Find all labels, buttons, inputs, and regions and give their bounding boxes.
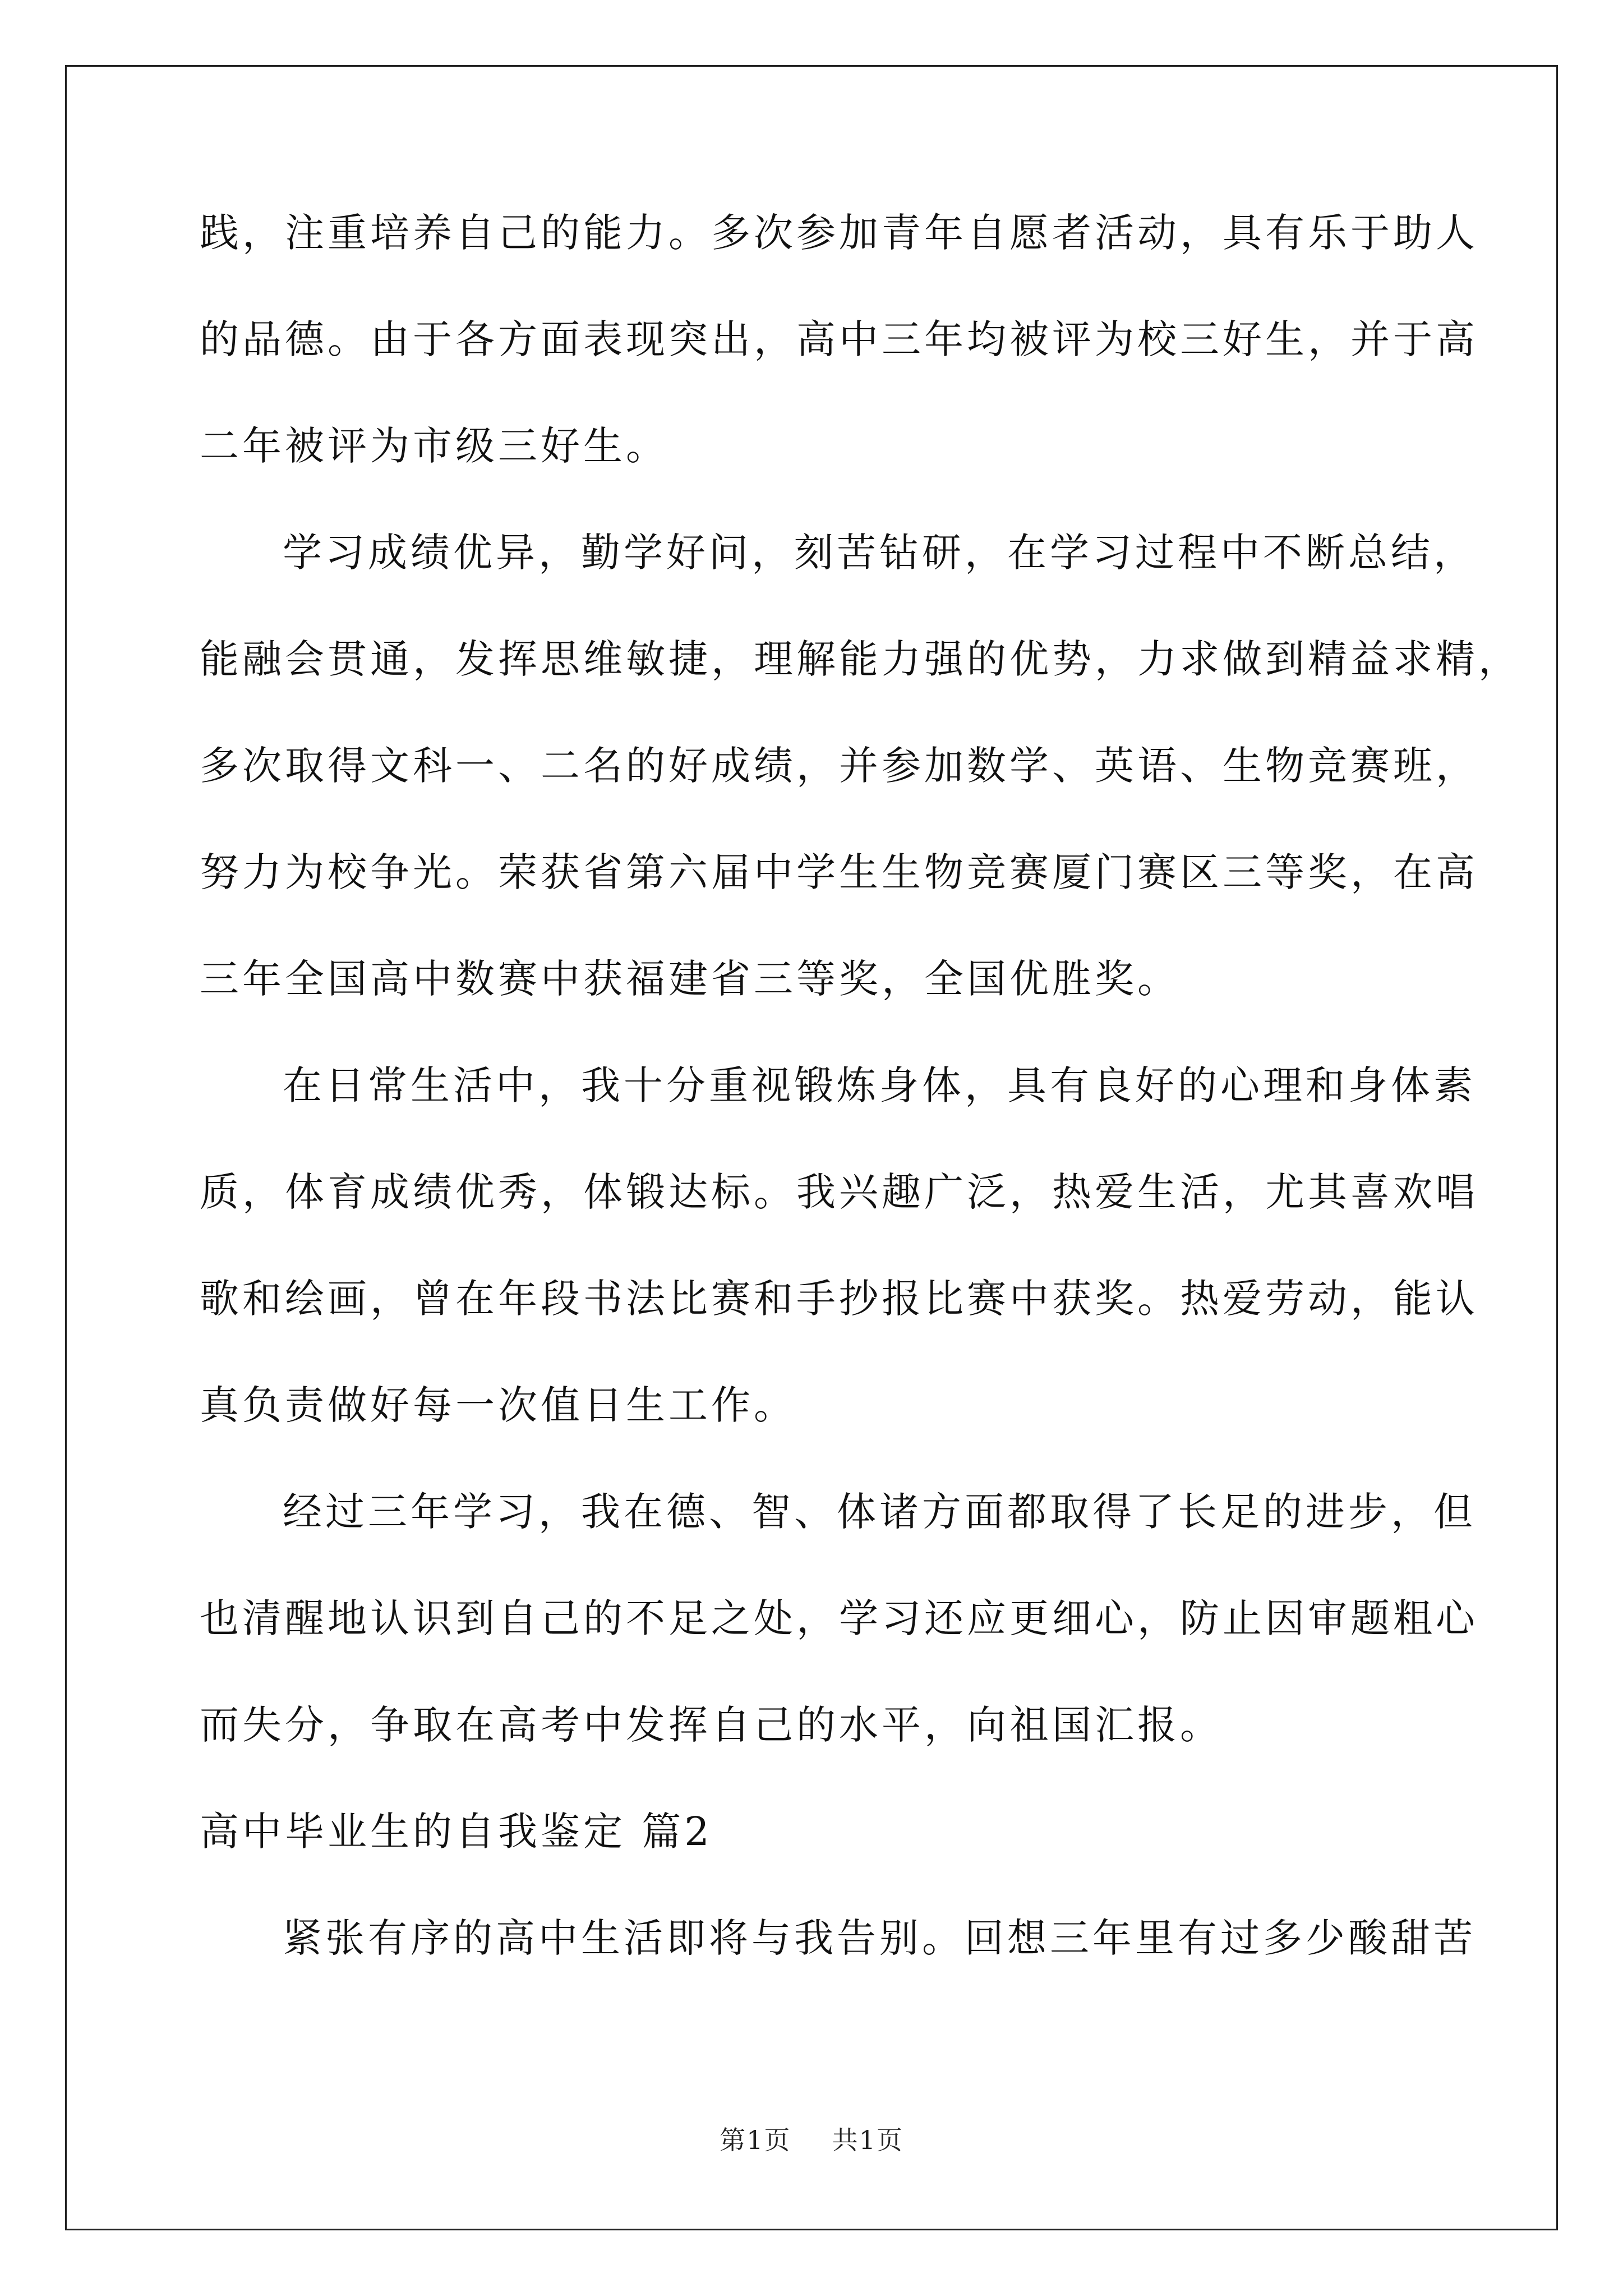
text-line: 多次取得文科一、二名的好成绩，并参加数学、英语、生物竞赛班， [200, 743, 1478, 789]
page-border [65, 65, 1558, 2230]
text-line: 歌和绘画，曾在年段书法比赛和手抄报比赛中获奖。热爱劳动，能认 [200, 1276, 1478, 1322]
paragraph-start-line: 学习成绩优异，勤学好问，刻苦钻研，在学习过程中不断总结， [283, 530, 1476, 576]
text-line: 的品德。由于各方面表现突出，高中三年均被评为校三好生，并于高 [200, 316, 1478, 362]
text-line: 而失分，争取在高考中发挥自己的水平，向祖国汇报。 [200, 1702, 1223, 1748]
page-footer [0, 2123, 1623, 2157]
paragraph-start-line: 紧张有序的高中生活即将与我告别。回想三年里有过多少酸甜苦 [283, 1915, 1476, 1961]
text-line: 努力为校争光。荣获省第六届中学生生物竞赛厦门赛区三等奖，在高 [200, 849, 1478, 895]
paragraph-start-line: 经过三年学习，我在德、智、体诸方面都取得了长足的进步，但 [283, 1489, 1476, 1535]
text-line: 能融会贯通，发挥思维敏捷，理解能力强的优势，力求做到精益求精， [200, 636, 1521, 682]
text-line: 也清醒地认识到自己的不足之处，学习还应更细心，防止因审题粗心 [200, 1595, 1478, 1641]
text-line: 二年被评为市级三好生。 [200, 423, 668, 469]
text-line: 三年全国高中数赛中获福建省三等奖，全国优胜奖。 [200, 956, 1180, 1002]
text-line: 真负责做好每一次值日生工作。 [200, 1382, 796, 1428]
page-total: 共1页 [832, 2125, 903, 2155]
text-line: 践，注重培养自己的能力。多次参加青年自愿者活动，具有乐于助人 [200, 210, 1478, 256]
section-heading: 高中毕业生的自我鉴定 篇2 [200, 1809, 713, 1855]
page-number: 第1页 [720, 2125, 791, 2155]
paragraph-start-line: 在日常生活中，我十分重视锻炼身体，具有良好的心理和身体素 [283, 1062, 1476, 1108]
text-line: 质，体育成绩优秀，体锻达标。我兴趣广泛，热爱生活，尤其喜欢唱 [200, 1169, 1478, 1215]
